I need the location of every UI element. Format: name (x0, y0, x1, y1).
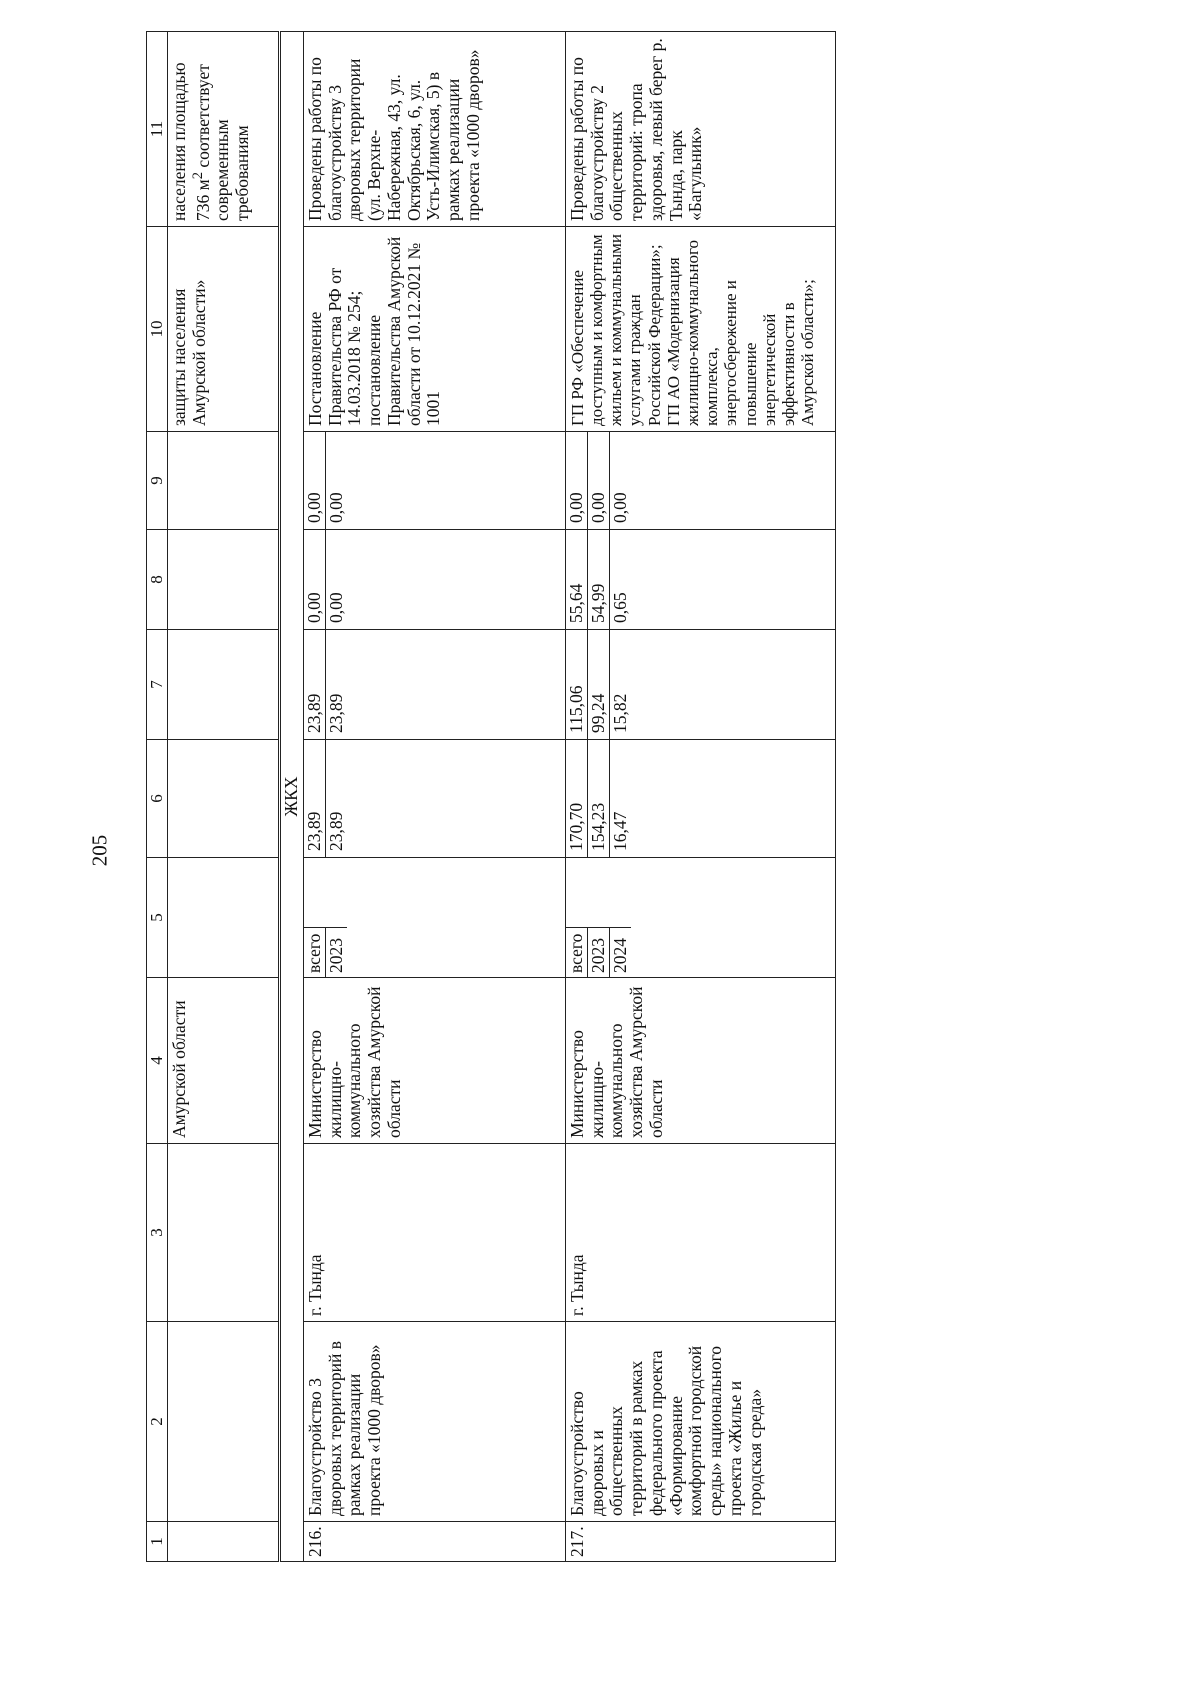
col-header: 7 (147, 630, 168, 740)
col-header: 5 (147, 858, 168, 978)
row-number: 216. (303, 1522, 565, 1562)
row-col8 (303, 530, 565, 630)
value-cell: 0,00 (566, 432, 588, 529)
row-location: г. Тында (565, 1144, 835, 1322)
year-label: всего (566, 927, 588, 977)
rotated-table-container (146, 32, 1106, 1562)
area-unit-superscript: 2 (189, 172, 206, 180)
row-name: Благоустройство 3 дворовых территорий в рамках реализации проекта «1000 дворов» (303, 1322, 565, 1522)
section-row (280, 32, 304, 1562)
row-col6 (565, 740, 835, 858)
data-table (146, 31, 836, 1562)
col-header: 10 (147, 227, 168, 432)
year-label: всего (304, 927, 326, 977)
row-basis: Постановление Правительства РФ от 14.03.2018 № 254; постановление Правительства Амурской области от 10.12.2021 № 1001 (303, 227, 565, 432)
continuation-result-line2: соответствует современным требованиям (192, 64, 253, 221)
value-cell: 23,89 (325, 693, 346, 733)
value-cell: 0,00 (325, 592, 346, 623)
row-col6 (303, 740, 565, 858)
continuation-result-line1: населения площадью 736 м (169, 62, 213, 221)
row-col9 (303, 432, 565, 530)
value-cell: 23,89 (304, 740, 326, 857)
value-cell: 55,64 (566, 530, 588, 629)
row-years (303, 858, 565, 978)
year-label: 2023 (326, 927, 347, 977)
value-cell: 170,70 (566, 740, 588, 857)
value-cell: 15,82 (609, 693, 630, 733)
col-header: 9 (147, 432, 168, 530)
row-executor: Министерство жилищно-коммунального хозяйства Амурской области (303, 978, 565, 1144)
table-row (303, 32, 565, 1562)
row-location: г. Тында (303, 1144, 565, 1322)
value-cell: 54,99 (588, 530, 610, 629)
row-col7 (303, 630, 565, 740)
row-col7 (565, 630, 835, 740)
row-result: Проведены работы по благоустройству 2 общественных территорий: тропа здоровья, левый берег р. Тында, парк «Багульник» (565, 32, 835, 227)
value-cell: 0,00 (325, 492, 346, 523)
value-cell: 99,24 (588, 630, 610, 739)
value-cell: 23,89 (304, 630, 326, 739)
col-header: 4 (147, 978, 168, 1144)
page-number: 205 (87, 834, 112, 867)
row-col9 (565, 432, 835, 530)
col-header: 8 (147, 530, 168, 630)
continuation-result (168, 32, 280, 227)
row-name: Благоустройство дворовых и общественных территорий в рамках федерального проекта «Формирование комфортной городской среды» национального проекта «Жилье и городская среда» (565, 1322, 835, 1522)
value-cell: 23,89 (325, 811, 346, 851)
column-number-header (147, 32, 168, 1562)
table-row (565, 32, 835, 1562)
year-label: 2023 (588, 927, 610, 977)
value-cell: 115,06 (566, 630, 588, 739)
col-header: 3 (147, 1144, 168, 1322)
value-cell: 0,00 (588, 432, 610, 529)
col-header: 2 (147, 1322, 168, 1522)
value-cell: 16,47 (609, 811, 630, 851)
row-result: Проведены работы по благоустройству 3 дворовых территории (ул. Верхне-Набережная, 43, ул. Октябрьская, 6, ул. Усть-Илимская, 5) в рамках реализации проекта «1000 дворов» (303, 32, 565, 227)
row-executor: Министерство жилищно-коммунального хозяйства Амурской области (565, 978, 835, 1144)
col-header: 11 (147, 32, 168, 227)
continuation-executor: Амурской области (168, 978, 280, 1144)
year-label: 2024 (610, 927, 631, 977)
row-col8 (565, 530, 835, 630)
value-cell: 0,00 (304, 530, 326, 629)
col-header: 6 (147, 740, 168, 858)
row-basis: ГП РФ «Обеспечение доступным и комфортным жильем и коммунальными услугами граждан Российской Федерации»; ГП АО «Модернизация жилищно-коммунального комплекса, энергосбережение и повышение энергетической эффективности в Амурской области»; (565, 227, 835, 432)
continuation-row (168, 32, 280, 1562)
row-years (565, 858, 835, 978)
row-number: 217. (565, 1522, 835, 1562)
value-cell: 154,23 (588, 740, 610, 857)
continuation-basis: защиты населения Амурской области» (168, 227, 280, 432)
value-cell: 0,00 (304, 432, 326, 529)
col-header: 1 (147, 1522, 168, 1562)
value-cell: 0,00 (609, 492, 630, 523)
value-cell: 0,65 (609, 592, 630, 623)
section-title: ЖКХ (280, 32, 304, 1562)
